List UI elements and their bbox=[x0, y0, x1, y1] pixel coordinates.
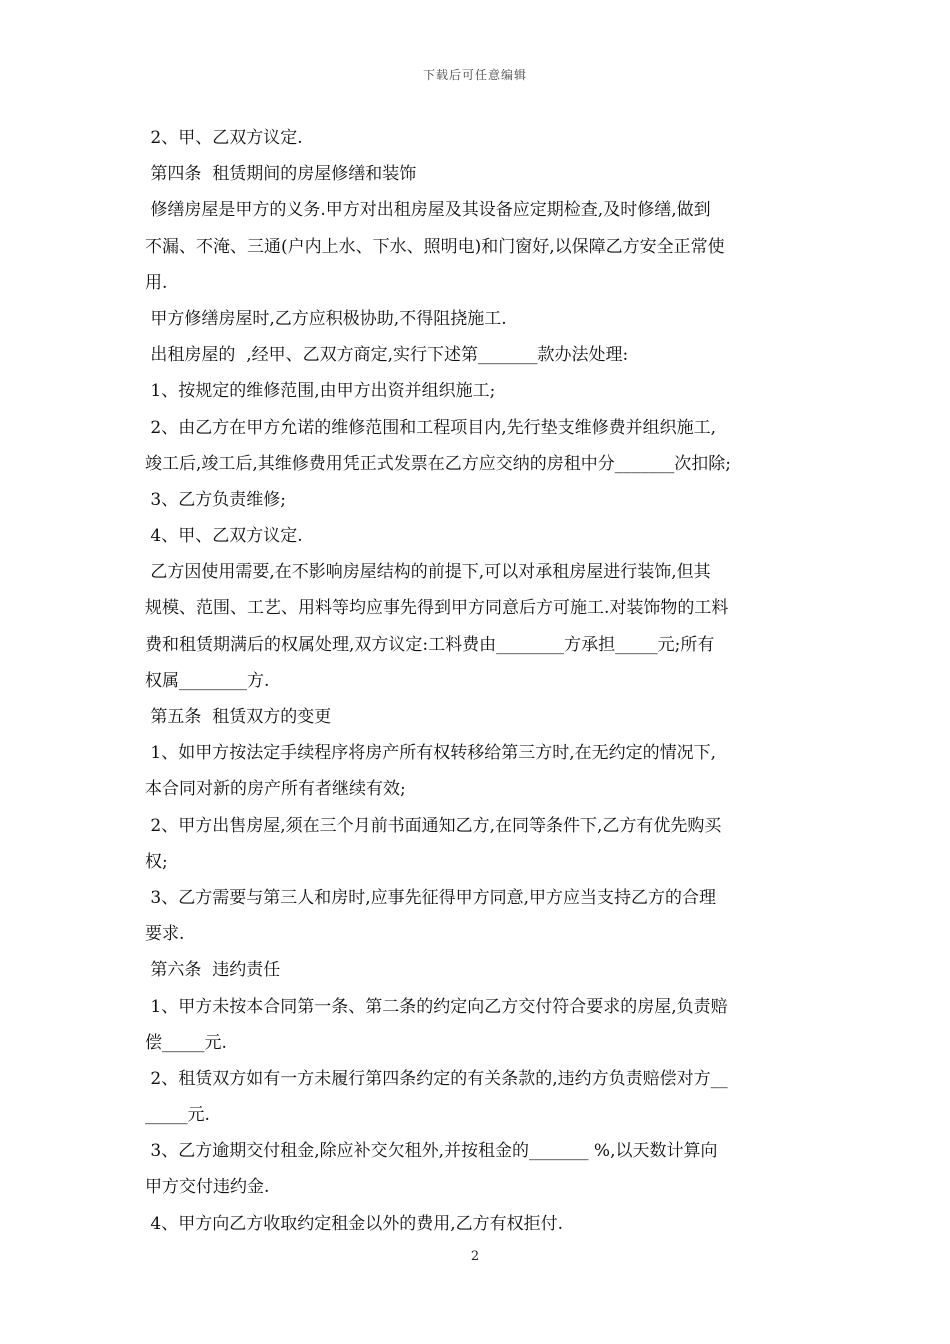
text-line: 2、甲方出售房屋,须在三个月前书面通知乙方,在同等条件下,乙方有优先购买 bbox=[145, 815, 722, 836]
text-line: 规模、范围、工艺、用料等均应事先得到甲方同意后方可施工.对装饰物的工料 bbox=[145, 598, 729, 619]
text-line: 3、乙方需要与第三人和房时,应事先征得甲方同意,甲方应当支持乙方的合理 bbox=[145, 887, 717, 908]
text-line: 用. bbox=[145, 272, 168, 293]
text-line: 4、甲、乙双方议定. bbox=[145, 526, 303, 547]
text-line: 甲方交付违约金. bbox=[145, 1177, 270, 1198]
text-line: 2、由乙方在甲方允诺的维修范围和工程项目内,先行垫支维修费并组织施工, bbox=[145, 417, 717, 438]
text-line: 1、按规定的维修范围,由甲方出资并组织施工; bbox=[145, 381, 496, 402]
text-line: 竣工后,竣工后,其维修费用凭正式发票在乙方应交纳的房租中分_______次扣除; bbox=[145, 453, 732, 474]
text-line: 偿_____元. bbox=[145, 1032, 227, 1053]
text-line: 权; bbox=[145, 851, 168, 872]
text-line: 修缮房屋是甲方的义务.甲方对出租房屋及其设备应定期检查,及时修缮,做到 bbox=[145, 200, 711, 221]
text-line: 4、甲方向乙方收取约定租金以外的费用,乙方有权拒付. bbox=[145, 1213, 564, 1234]
text-line: 2、租赁双方如有一方未履行第四条约定的有关条款的,违约方负责赔偿对方__ bbox=[145, 1068, 728, 1089]
page-header: 下载后可任意编辑 bbox=[422, 68, 527, 82]
text-line: 1、如甲方按法定手续程序将房产所有权转移给第三方时,在无约定的情况下, bbox=[145, 743, 717, 764]
text-line: 1、甲方未按本合同第一条、第二条的约定向乙方交付符合要求的房屋,负责赔 bbox=[145, 996, 728, 1017]
text-line: 不漏、不淹、三通(户内上水、下水、照明电)和门窗好,以保障乙方安全正常使 bbox=[145, 236, 725, 257]
section-heading: 第六条 违约责任 bbox=[145, 960, 281, 981]
text-line: 甲方修缮房屋时,乙方应积极协助,不得阻挠施工. bbox=[145, 308, 507, 329]
text-line: _____元. bbox=[145, 1105, 210, 1126]
section-heading: 第四条 租赁期间的房屋修缮和装饰 bbox=[145, 164, 417, 185]
text-line: 权属________方. bbox=[145, 670, 270, 691]
text-line: 要求. bbox=[145, 924, 185, 945]
text-line: 出租房屋的 ,经甲、乙双方商定,实行下述第_______款办法处理: bbox=[145, 345, 629, 366]
text-line: 本合同对新的房产所有者继续有效; bbox=[145, 779, 406, 800]
text-line: 3、乙方逾期交付租金,除应补交欠租外,并按租金的_______ %,以天数计算向 bbox=[145, 1141, 718, 1162]
text-line: 3、乙方负责维修; bbox=[145, 489, 286, 510]
text-line: 费和租赁期满后的权属处理,双方议定:工料费由________方承担_____元;所有 bbox=[145, 634, 715, 655]
section-heading: 第五条 租赁双方的变更 bbox=[145, 707, 332, 727]
document-body bbox=[145, 120, 810, 1242]
text-line: 乙方因使用需要,在不影响房屋结构的前提下,可以对承租房屋进行装饰,但其 bbox=[145, 562, 711, 583]
text-line: 2、甲、乙双方议定. bbox=[145, 128, 303, 148]
page-number: 2 bbox=[470, 1249, 480, 1264]
